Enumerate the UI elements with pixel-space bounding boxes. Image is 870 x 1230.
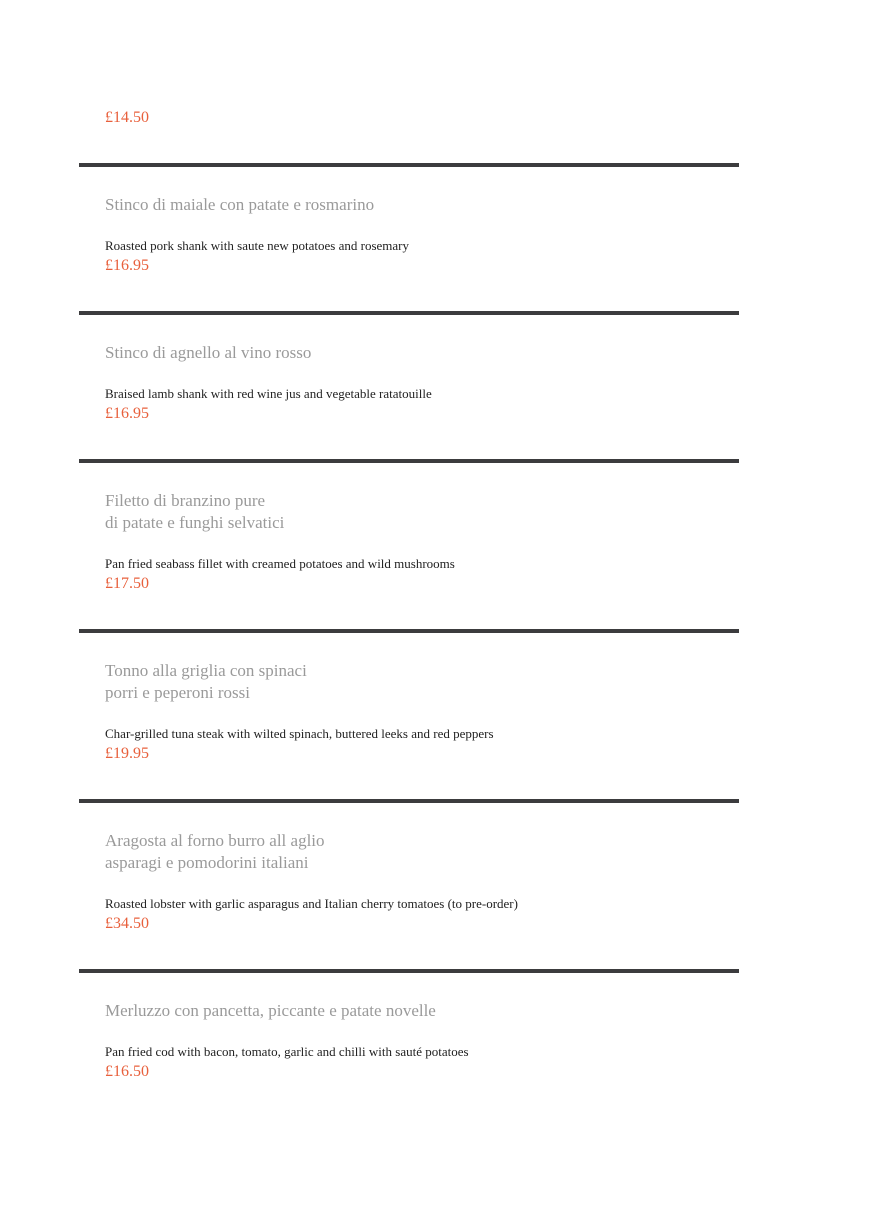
dish-name-line: Tonno alla griglia con spinaci: [105, 661, 307, 680]
section-divider: [79, 163, 739, 167]
dish-description: Char-grilled tuna steak with wilted spinach, buttered leeks and red peppers: [105, 726, 494, 741]
dish-name-line: Stinco di agnello al vino rosso: [105, 343, 312, 362]
dish-description: Pan fried seabass fillet with creamed potatoes and wild mushrooms: [105, 556, 455, 571]
dish-price: £17.50: [105, 575, 149, 592]
dish-price: £16.50: [105, 1063, 149, 1080]
dish-description: Roasted pork shank with saute new potatoes and rosemary: [105, 238, 409, 253]
dish-name-line: Aragosta al forno burro all aglio: [105, 831, 325, 850]
dish-name-line: Stinco di maiale con patate e rosmarino: [105, 195, 375, 214]
dish-price: £16.95: [105, 405, 149, 422]
top-price: £14.50: [105, 109, 149, 126]
dish-name-line: asparagi e pomodorini italiani: [105, 853, 309, 872]
dish-name: [105, 194, 374, 216]
dish-price: £19.95: [105, 745, 149, 762]
dish-name-line: Filetto di branzino pure: [105, 491, 266, 510]
dish-name-line: porri e peperoni rossi: [105, 683, 250, 702]
section-divider: [79, 311, 739, 315]
dish-description: Braised lamb shank with red wine jus and vegetable ratatouille: [105, 386, 432, 401]
dish-price: £34.50: [105, 915, 149, 932]
dish-name: [105, 342, 311, 364]
dish-name-line: di patate e funghi selvatici: [105, 513, 285, 532]
dish-name: [105, 830, 325, 874]
dish-name: [105, 1000, 436, 1022]
section-divider: [79, 629, 739, 633]
dish-name-line: Merluzzo con pancetta, piccante e patate novelle: [105, 1001, 436, 1020]
dish-name: [105, 660, 307, 704]
dish-name: [105, 490, 284, 534]
dish-description: Roasted lobster with garlic asparagus and Italian cherry tomatoes (to pre-order): [105, 896, 518, 911]
dish-price: £16.95: [105, 257, 149, 274]
dish-description: Pan fried cod with bacon, tomato, garlic and chilli with sauté potatoes: [105, 1044, 469, 1059]
section-divider: [79, 969, 739, 973]
section-divider: [79, 799, 739, 803]
section-divider: [79, 459, 739, 463]
